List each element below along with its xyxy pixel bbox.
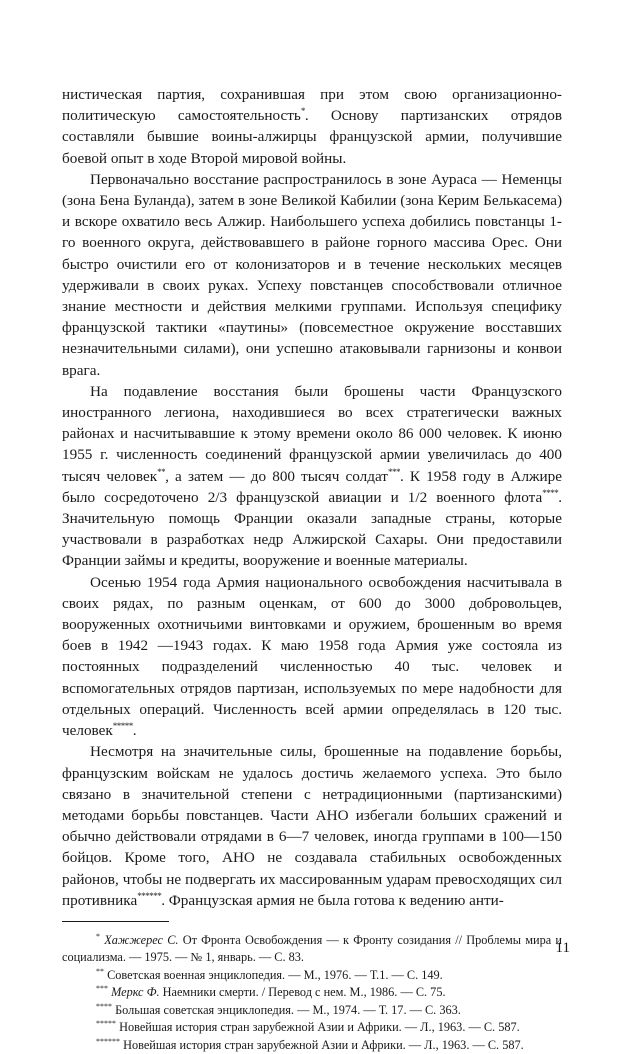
book-page bbox=[62, 84, 562, 1054]
paragraph bbox=[62, 169, 562, 381]
paragraph-text: . Основу партизанских отрядов составляли бывшие воины-алжирцы французской армии, получившие боевой опыт в ходе Второй мировой войны. bbox=[62, 107, 562, 167]
footnote-marker: ** bbox=[157, 466, 166, 477]
footnote-marker: **** bbox=[542, 487, 559, 498]
footnote-text: Новейшая история стран зарубежной Азии и Африки. — Л., 1963. — С. 587. bbox=[123, 1037, 524, 1052]
footnote bbox=[62, 967, 562, 985]
footnote bbox=[62, 1019, 562, 1037]
footnote bbox=[62, 1002, 562, 1020]
footnote-divider bbox=[62, 921, 169, 922]
footnote-marker: * bbox=[300, 106, 305, 117]
footnote-text: Советская военная энциклопедия. — М., 1976. — Т.1. — С. 149. bbox=[107, 967, 443, 982]
paragraph-text: Первоначально восстание распространилось в зоне Ауpаса — Неменцы (зона Бена Буланда), затем в зоне Великой Кабилии (зона Керим Белькасема) и вскоре охватило весь Алжир. Наибольшего успеха добились повстанцы 1-го военного округа, действовавшего в районе горного массива Орес. Они быстро очистили его от колонизаторов и в течение нескольких месяцев удерживали в своих руках. Успеху повстанцев способствовали отличное знание местности и действия мелкими группами. Используя специфику французской тактики «паутины» (повсеместное окружение восставших незначительными силами), они успешно атаковывали гарнизоны и конвои врага. bbox=[62, 170, 562, 379]
footnote-marker: ****** bbox=[96, 1036, 120, 1046]
footnote-marker: **** bbox=[96, 1001, 112, 1011]
paragraph-text: . К 1958 году в Алжире было сосредоточено 2/3 французской авиации и 1/2 военного флота bbox=[62, 467, 562, 506]
footnotes bbox=[62, 932, 562, 1054]
footnote-marker: *** bbox=[96, 984, 108, 994]
paragraph-text: . Французская армия не была готова к ведению анти- bbox=[161, 891, 504, 909]
paragraph bbox=[62, 84, 562, 169]
paragraph-text: Осенью 1954 года Армия национального освобождения насчитывала в своих рядах, по разным оценкам, от 600 до 3000 добровольцев, вооруженных охотничьими винтовками и оружием, брошенным во время боев в 1942 —1943 годах. К маю 1958 года Армия уже состояла из постоянных подразделений численностью 40 тыс. человек и вспомогательных отрядов партизан, используемых по мере надобности для отдельных операций. Численность всей армии определялась в 120 тыс. человек bbox=[62, 573, 562, 740]
footnote bbox=[62, 932, 562, 967]
paragraph-text: . Значительную помощь Франции оказали западные страны, которые участвовали в разработках недр Алжирской Сахары. Они предоставили Франции займы и кредиты, вооружение и военные материалы. bbox=[62, 488, 562, 570]
footnote-author: Хажжерес С. bbox=[104, 932, 179, 947]
body-text bbox=[62, 84, 562, 911]
footnote-text: От Фронта Освобождения — к Фронту созидания // Проблемы мира и социализма. — 1975. — № 1, январь. — С. 83. bbox=[62, 932, 562, 965]
footnote-text: Большая советская энциклопедия. — М., 1974. — Т. 17. — С. 363. bbox=[115, 1002, 461, 1017]
paragraph-text: Несмотря на значительные силы, брошенные на подавление борьбы, французским войскам не удалось достичь желаемого успеха. Это было связано в значительной степени с нетрадиционными (партизанскими) методами борьбы повстанцев. Части АНО избегали больших сражений и обычно действовали отрядами в 6—7 человек, иногда группами в 100—150 бойцов. Кроме того, АНО не создавала стабильных освобожденных районов, чтобы не подвергать их массированным ударам превосходящих сил противника bbox=[62, 743, 562, 909]
paragraph bbox=[62, 381, 562, 572]
footnote-text: Наемники смерти. / Перевод с нем. М., 1986. — С. 75. bbox=[159, 985, 446, 1000]
footnote-marker: ***** bbox=[96, 1019, 116, 1029]
paragraph bbox=[62, 572, 562, 742]
footnote bbox=[62, 1037, 562, 1054]
paragraph bbox=[62, 741, 562, 911]
page-number: 11 bbox=[555, 940, 570, 956]
footnote-marker: ***** bbox=[112, 721, 133, 732]
footnote-marker: ****** bbox=[137, 890, 162, 901]
footnote-text: Новейшая история стран зарубежной Азии и Африки. — Л., 1963. — С. 587. bbox=[119, 1020, 520, 1035]
footnote-marker: *** bbox=[387, 466, 400, 477]
paragraph-text: нистическая партия, сохранившая при этом свою организационно-политическую самостоятельность bbox=[62, 86, 562, 125]
paragraph-text: . bbox=[132, 722, 137, 740]
footnote bbox=[62, 984, 562, 1002]
footnote-marker: * bbox=[96, 931, 100, 941]
paragraph-text: , а затем — до 800 тысяч солдат bbox=[165, 467, 388, 485]
paragraph-text: На подавление восстания были брошены части Французского иностранного легиона, находившиеся во всех стратегически важных районах и насчитывавшие к этому времени около 86 000 человек. К июню 1955 г. численность соединений французской армии увеличилась до 400 тысяч человек bbox=[62, 382, 562, 485]
footnote-author: Меркс Ф. bbox=[111, 985, 160, 1000]
footnote-marker: ** bbox=[96, 966, 104, 976]
